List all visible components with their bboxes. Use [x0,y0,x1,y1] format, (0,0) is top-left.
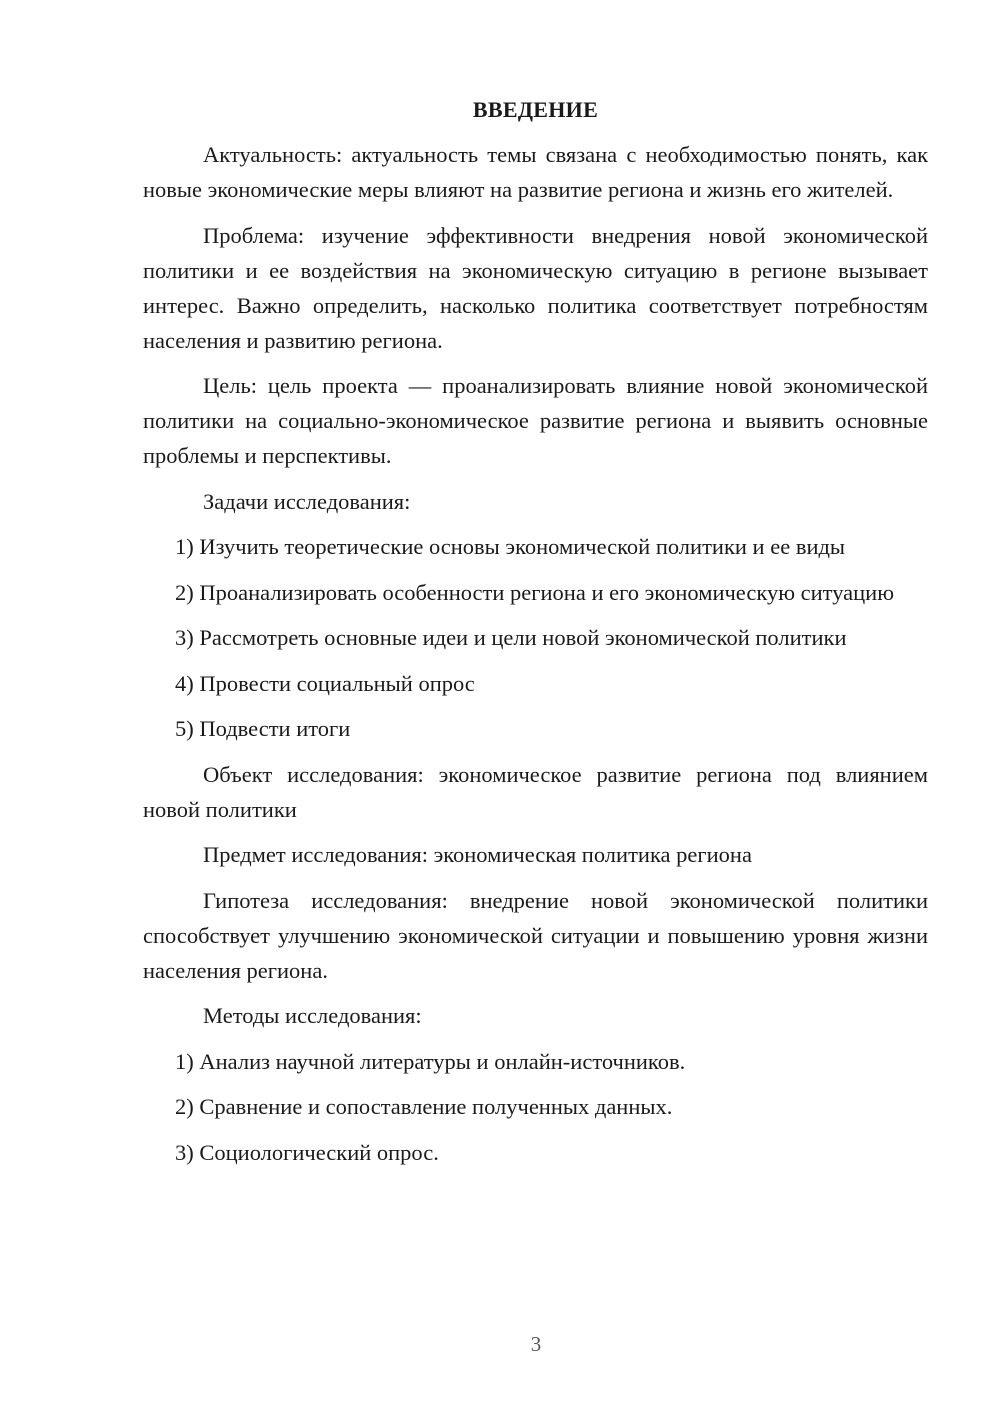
paragraph-tasks-heading: Задачи исследования: [203,488,411,514]
page-number: 3 [530,1332,542,1356]
paragraph-methods-heading: Методы исследования: [203,1003,422,1028]
paragraph-subject: Предмет исследования: экономическая политика региона [203,842,752,867]
document-page [143,92,928,1180]
list-item-method-3: 3) Социологический опрос. [175,1139,439,1165]
section-title: ВВЕДЕНИЕ [472,97,599,122]
list-item-task-4: 4) Провести социальный опрос [175,670,475,696]
paragraph-object: Объект исследования: экономическое развитие региона под влиянием новой политики [143,761,928,822]
list-item-task-2: 2) Проанализировать особенности региона и его экономическую ситуацию [175,579,895,605]
paragraph-relevance: Актуальность: актуальность темы связана с необходимостью понять, как новые экономические меры влияют на развитие региона и жизнь его жителей. [143,142,928,202]
list-item-task-1: 1) Изучить теоретические основы экономической политики и ее виды [175,534,846,559]
list-item-task-5: 5) Подвести итоги [175,716,351,741]
list-item-task-3: 3) Рассмотреть основные идеи и цели новой экономической политики [175,625,847,650]
list-item-method-1: 1) Анализ научной литературы и онлайн-источников. [175,1048,686,1074]
paragraph-problem: Проблема: изучение эффективности внедрения новой экономической политики и ее воздействия на экономическую ситуацию в регионе вызывает интерес. Важно определить, насколько политика соответствует потребностям населения и развитию региона. [143,222,928,353]
list-item-method-2: 2) Сравнение и сопоставление полученных данных. [175,1094,673,1119]
paragraph-goal: Цель: цель проекта — проанализировать влияние новой экономической политики на социально-экономическое развитие региона и выявить основные проблемы и перспективы. [143,373,928,468]
paragraph-hypothesis: Гипотеза исследования: внедрение новой экономической политики способствует улучшению экономической ситуации и повышению уровня жизни населения региона. [143,887,928,983]
